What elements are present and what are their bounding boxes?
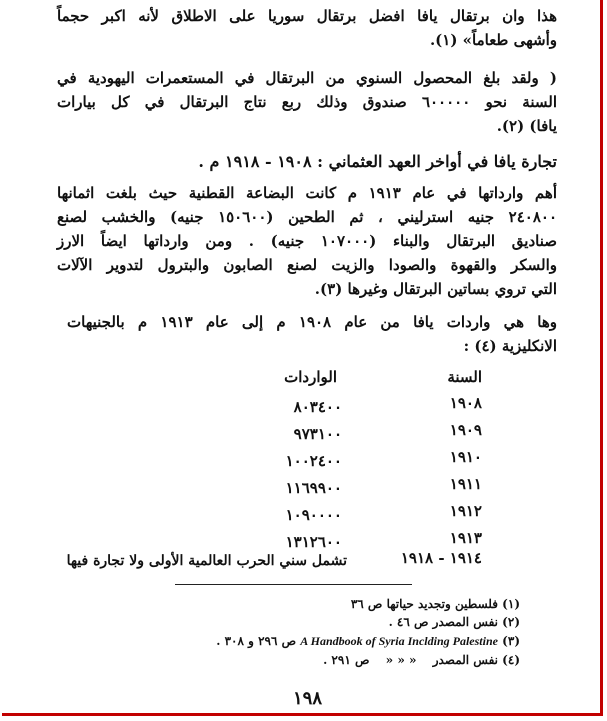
footnote-4-ditto-marks: « « « xyxy=(385,653,417,667)
footnote-3-number: (٣) xyxy=(502,634,520,648)
table-header-year: السنة xyxy=(447,368,482,386)
paragraph-4-line-1: وها هي واردات يافا من عام ١٩٠٨ م إلى عام ١٩١٣ م بالجنيهات xyxy=(67,313,557,331)
footnote-separator xyxy=(175,584,412,585)
table-row-imports: ١٠٠٢٤٠٠ xyxy=(285,452,342,470)
footnote-2: (٢) نفس المصدر ص ٤٦ . xyxy=(388,615,520,629)
paragraph-3-line-4: والسكر والقهوة والصودا والزيت لصنع الصابون والبترول لتدوير الآلات xyxy=(57,256,557,274)
footnote-4-lead: (٤) نفس المصدر xyxy=(432,653,520,667)
table-row-year: ١٩٠٨ xyxy=(449,394,482,412)
table-row-year: ١٩١٠ xyxy=(449,448,482,466)
footnote-1: (١) فلسطين وتجديد حياتها ص ٣٦ xyxy=(350,597,520,611)
paragraph-2-line-1: ( ولقد بلغ المحصول السنوي من البرتقال في المستعمرات اليهودية في xyxy=(57,69,557,87)
footnote-3-pages: ص ٢٩٦ و ٣٠٨ . xyxy=(216,634,297,648)
section-heading: تجارة يافا في أواخر العهد العثماني : ١٩٠٨ - ١٩١٨ م . xyxy=(198,152,557,171)
footnote-4-pages: ص ٢٩١ . xyxy=(323,653,370,667)
table-row-imports: ٩٧٣١٠٠ xyxy=(293,425,342,443)
table-last-row-note: تشمل سني الحرب العالمية الأولى ولا تجارة فيها xyxy=(66,553,347,569)
paragraph-2-line-3: يافا) (٢). xyxy=(496,117,557,135)
table-row-year: ١٩١٢ xyxy=(449,502,482,520)
footnote-3 xyxy=(216,633,520,649)
table-row-imports: ١١٦٩٩٠٠ xyxy=(285,479,342,497)
paragraph-1-line-1: هذا وان برتقال يافا افضل برتقال سوريا على الاطلاق لأنه اكبر حجماً xyxy=(57,7,557,25)
paragraph-3-line-3: صناديق البرتقال والبناء (١٠٧٠٠٠ جنيه) . ومن وارداتها ايضاً الارز xyxy=(57,232,557,250)
table-row-imports: ١٣١٢٦٠٠ xyxy=(285,533,342,551)
paragraph-3-line-5: التي تروي بساتين البرتقال وغيرها (٣). xyxy=(314,280,557,298)
paragraph-4-line-2: الانكليزية (٤) : xyxy=(463,337,557,355)
table-row-year: ١٩١٣ xyxy=(449,529,482,547)
table-row-year: ١٩٠٩ xyxy=(449,421,482,439)
paragraph-1-line-2: وأشهى طعاماً» (١). xyxy=(429,31,557,49)
paragraph-3-line-2: ٢٤٠٨٠٠ جنيه استرليني ، ثم الطحين (١٥٠٦٠٠ جنيه) والخشب لصنع xyxy=(57,208,557,226)
footnote-3-title: A Handbook of Syria Inclding Palestine xyxy=(300,634,498,648)
footnote-4 xyxy=(323,652,520,668)
table-row-imports: ٨٠٣٤٠٠ xyxy=(293,398,342,416)
paragraph-2-line-2: السنة نحو ٦٠٠٠٠٠ صندوق وذلك ربع نتاج البرتقال في كل بيارات xyxy=(57,93,557,111)
table-last-row-years: ١٩١٤ - ١٩١٨ xyxy=(400,549,482,567)
table-row-imports: ١٠٩٠٠٠٠ xyxy=(285,506,342,524)
table-row-year: ١٩١١ xyxy=(449,475,482,493)
table-header-imports: الواردات xyxy=(284,368,337,386)
paragraph-3-line-1: أهم وارداتها في عام ١٩١٣ م كانت البضاعة القطنية حيث بلغت اثمانها xyxy=(57,184,557,202)
page-number: ١٩٨ xyxy=(292,688,322,709)
